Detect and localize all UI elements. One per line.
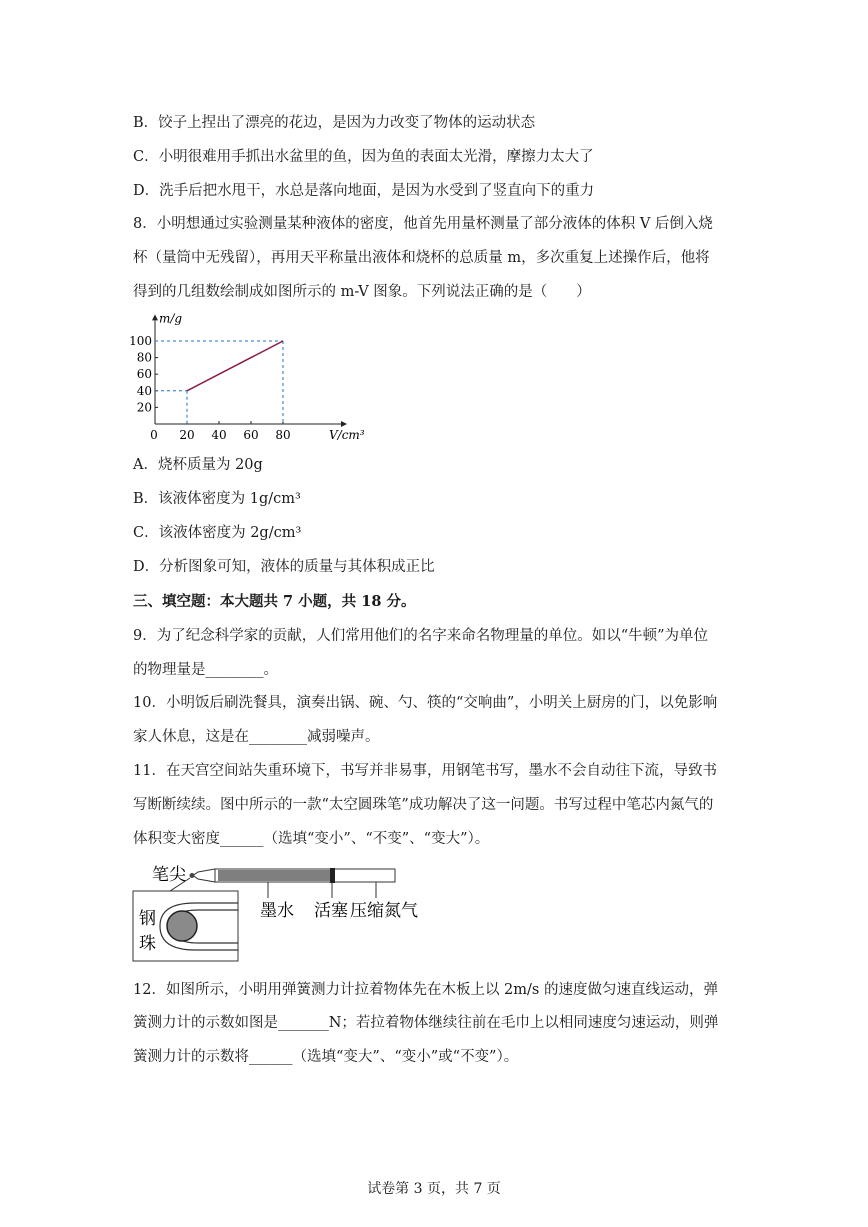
option-7c: C．小明很难用手抓出水盆里的鱼，因为鱼的表面太光滑，摩擦力太大了 — [133, 149, 594, 165]
piston-label: 活塞 — [314, 901, 348, 921]
page-footer: 试卷第 3 页，共 7 页 — [367, 1181, 501, 1197]
x-tick-label: 40 — [211, 428, 227, 442]
section-3-heading: 三、填空题：本大题共 7 小题，共 18 分。 — [133, 593, 416, 610]
x-tick-label: 20 — [179, 428, 195, 442]
question-9-line-2: 的物理量是________。 — [133, 662, 278, 678]
compressed-gas-label: 压缩氮气 — [350, 901, 418, 921]
steel-ball-label-1: 钢 — [139, 909, 156, 929]
pen-tip-label: 笔尖 — [152, 865, 186, 885]
origin-label: 0 — [150, 428, 158, 442]
option-8a: A．烧杯质量为 20g — [133, 457, 263, 473]
option-8c: C．该液体密度为 2g/cm³ — [133, 525, 302, 541]
question-11-line-3: 体积变大密度______（选填“变小”、“不变”、“变大”）。 — [133, 831, 490, 847]
space-pen-figure — [130, 858, 430, 963]
option-8d: D．分析图象可知，液体的质量与其体积成正比 — [133, 559, 435, 575]
option-7b: B．饺子上捏出了漂亮的花边，是因为力改变了物体的运动状态 — [133, 115, 536, 131]
x-tick-label: 80 — [275, 428, 291, 442]
question-9-line-1: 9．为了纪念科学家的贡献，人们常用他们的名字来命名物理量的单位。如以“牛顿”为单位 — [133, 628, 709, 644]
question-8-line-3: 得到的几组数绘制成如图所示的 m-V 图象。下列说法正确的是（ ） — [133, 284, 591, 300]
question-12-line-1: 12．如图所示，小明用弹簧测力计拉着物体先在木板上以 2m/s 的速度做匀速直线运动，弹 — [133, 982, 718, 998]
question-12-line-3: 簧测力计的示数将______（选填“变大”、“变小”或“不变”）。 — [133, 1049, 519, 1065]
question-11-line-1: 11．在天宫空间站失重环境下，书写并非易事，用钢笔书写，墨水不会自动往下流，导致书 — [133, 763, 717, 779]
data-line — [187, 341, 283, 391]
y-tick-label: 100 — [129, 334, 152, 348]
m-v-chart — [129, 311, 365, 447]
steel-ball-label-2: 珠 — [139, 934, 156, 954]
question-10-line-1: 10．小明饭后刷洗餐具，演奏出锅、碗、勺、筷的“交响曲”，小明关上厨房的门，以免影响 — [133, 695, 718, 711]
y-tick-label: 40 — [136, 383, 152, 398]
x-axis-arrow — [341, 421, 347, 427]
ink-label: 墨水 — [260, 901, 294, 921]
y-axis-arrow — [152, 314, 158, 320]
y-axis-label: m/g — [159, 311, 183, 326]
x-axis-label: V/cm³ — [329, 428, 365, 442]
y-tick-label: 80 — [136, 350, 152, 365]
y-tick-label: 20 — [136, 400, 152, 415]
question-12-line-2: 簧测力计的示数如图是_______N；若拉着物体继续往前在毛巾上以相同速度匀速运动，则弹 — [133, 1015, 719, 1031]
x-tick-label: 60 — [243, 428, 259, 442]
question-8-line-2: 杯（量筒中无残留），再用天平称量出液体和烧杯的总质量 m，多次重复上述操作后，他将 — [133, 250, 710, 266]
option-8b: B．该液体密度为 1g/cm³ — [133, 491, 301, 507]
question-8-line-1: 8．小明想通过实验测量某种液体的密度，他首先用量杯测量了部分液体的体积 V 后倒入烧 — [133, 216, 713, 232]
y-tick-label: 60 — [136, 367, 152, 382]
question-11-line-2: 写断断续续。图中所示的一款“太空圆珠笔”成功解决了这一问题。书写过程中笔芯内氮气的 — [133, 797, 714, 813]
question-10-line-2: 家人休息，这是在________减弱噪声。 — [133, 729, 380, 745]
option-7d: D．洗手后把水甩干，水总是落向地面，是因为水受到了竖直向下的重力 — [133, 183, 595, 199]
